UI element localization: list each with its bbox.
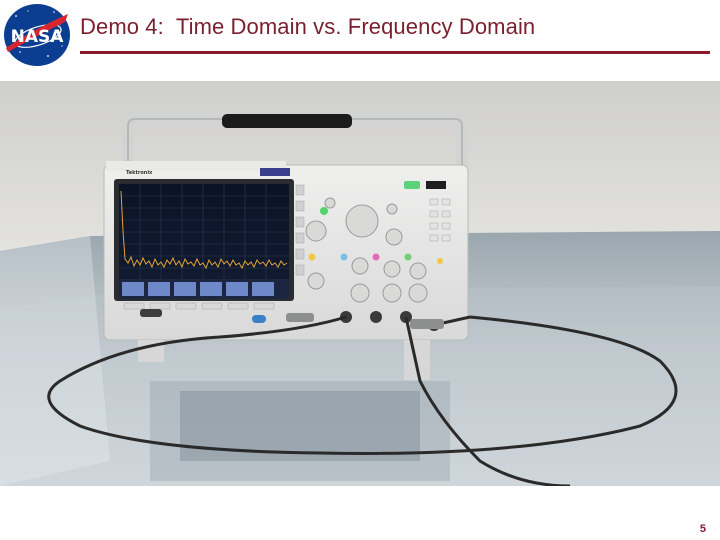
nasa-logo-text: NASA	[10, 27, 64, 47]
oscilloscope-photo	[0, 81, 720, 486]
slide-title: Demo 4: Time Domain vs. Frequency Domain	[80, 14, 536, 39]
nasa-logo	[2, 2, 72, 68]
title-rule	[80, 51, 710, 54]
page-number: 5	[699, 523, 706, 535]
scope-brand: Tektronix	[126, 170, 153, 176]
